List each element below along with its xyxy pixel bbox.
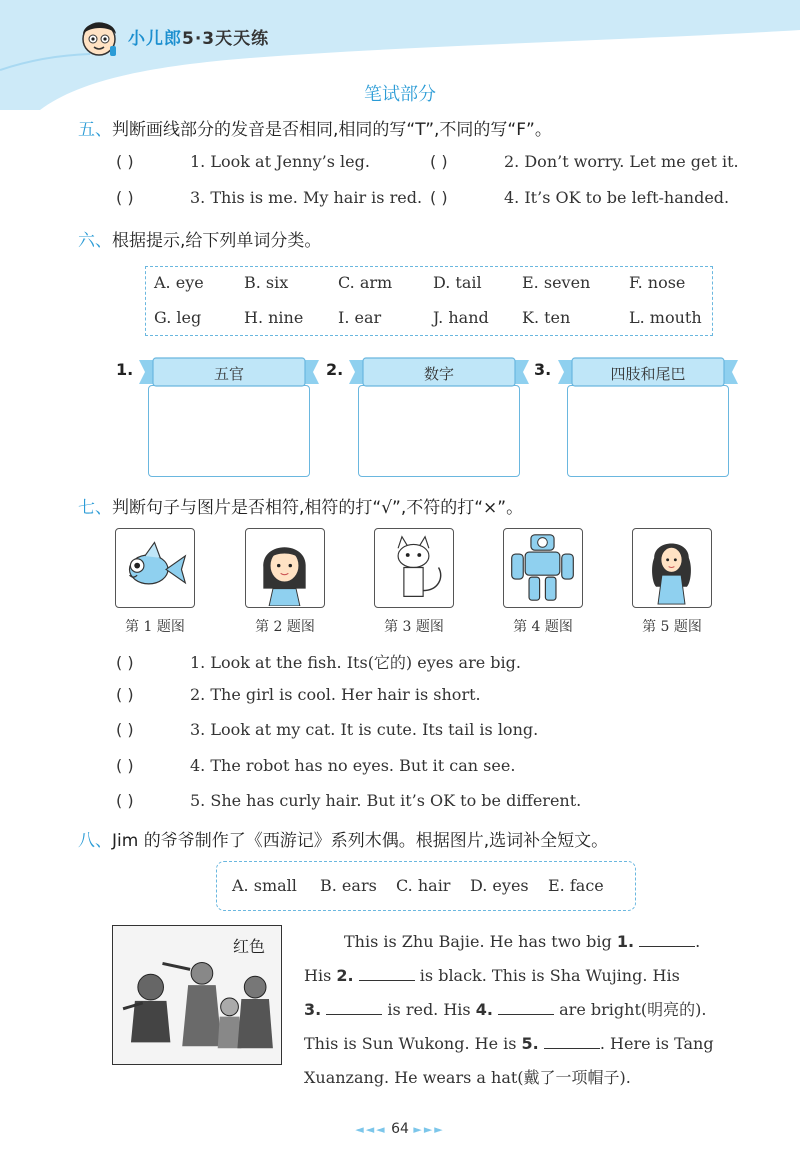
word-item: K. ten bbox=[522, 308, 571, 327]
page-number-value: 64 bbox=[391, 1121, 409, 1137]
blank-line[interactable] bbox=[359, 963, 415, 981]
picture-caption: 第 1 题图 bbox=[125, 619, 185, 635]
q5-item-3 bbox=[116, 188, 422, 207]
robot-icon bbox=[504, 529, 581, 606]
q7-item-text: 5. She has curly hair. But it’s OK to be different. bbox=[190, 791, 582, 810]
story-line bbox=[304, 959, 740, 993]
fish-picture bbox=[115, 528, 195, 608]
robot-picture bbox=[503, 528, 583, 608]
category-label: 数字 bbox=[423, 364, 454, 383]
photo-label: 红色 bbox=[233, 937, 266, 956]
word-item: E. seven bbox=[522, 273, 591, 292]
category-number: 3. bbox=[534, 360, 552, 379]
q5-item-text: 1. Look at Jenny’s leg. bbox=[190, 152, 370, 171]
curly-hair-girl-picture bbox=[632, 528, 712, 608]
q7-item-2 bbox=[116, 685, 481, 704]
q5-heading bbox=[78, 115, 552, 140]
q5-number: 五、 bbox=[78, 120, 112, 140]
option-item: D. eyes bbox=[470, 876, 529, 895]
q5-item-text: 3. This is me. My hair is red. bbox=[190, 188, 423, 207]
word-item: J. hand bbox=[433, 308, 489, 327]
q7-item-text: 3. Look at my cat. It is cute. Its tail is long. bbox=[190, 720, 539, 739]
cat-picture bbox=[374, 528, 454, 608]
puppets-photo bbox=[112, 925, 282, 1065]
q5-item-2 bbox=[430, 152, 739, 171]
blank-line[interactable] bbox=[326, 997, 382, 1015]
blank-number: 5. bbox=[521, 1034, 539, 1053]
answer-paren[interactable]: ( ) bbox=[430, 152, 448, 171]
picture-caption: 第 3 题图 bbox=[384, 619, 444, 635]
mascot-icon bbox=[74, 12, 124, 62]
q5-item-text: 2. Don’t worry. Let me get it. bbox=[504, 152, 739, 171]
fish-icon bbox=[116, 529, 193, 606]
curly-hair-girl-icon bbox=[633, 529, 710, 606]
answer-paren[interactable]: ( ) bbox=[116, 756, 134, 775]
q5-title: 判断画线部分的发音是否相同,相同的写“T”,不同的写“F”。 bbox=[112, 120, 552, 140]
word-item: B. six bbox=[244, 273, 289, 292]
word-item: F. nose bbox=[629, 273, 686, 292]
q7-title: 判断句子与图片是否相符,相符的打“√”,不符的打“×”。 bbox=[112, 498, 524, 518]
story-passage bbox=[304, 925, 740, 1095]
q7-item-5 bbox=[116, 791, 581, 810]
category-box-1[interactable] bbox=[148, 385, 310, 477]
q5-item-4 bbox=[430, 188, 729, 207]
blank-number: 3. bbox=[304, 1000, 322, 1019]
q7-heading bbox=[78, 493, 523, 518]
story-line bbox=[304, 993, 740, 1027]
q7-item-4 bbox=[116, 756, 515, 775]
q7-item-3 bbox=[116, 720, 538, 739]
q7-item-text: 4. The robot has no eyes. But it can see. bbox=[190, 756, 516, 775]
right-arrows-icon: ►►► bbox=[413, 1123, 445, 1136]
answer-paren[interactable]: ( ) bbox=[116, 152, 134, 171]
word-item: D. tail bbox=[433, 273, 482, 292]
picture-caption: 第 4 题图 bbox=[513, 619, 573, 635]
word-item: I. ear bbox=[338, 308, 382, 327]
word-bank bbox=[145, 266, 713, 336]
girl-icon bbox=[246, 529, 323, 606]
q8-heading bbox=[78, 826, 608, 851]
word-item: H. nine bbox=[244, 308, 304, 327]
word-item: G. leg bbox=[154, 308, 202, 327]
category-label: 五官 bbox=[213, 364, 244, 383]
q5-item-1 bbox=[116, 152, 370, 171]
q7-item-text: 1. Look at the fish. Its(它的) eyes are big. bbox=[190, 653, 521, 672]
option-item: E. face bbox=[548, 876, 604, 895]
option-item: A. small bbox=[232, 876, 297, 895]
q6-heading bbox=[78, 226, 321, 251]
category-label: 四肢和尾巴 bbox=[610, 364, 686, 383]
option-item: C. hair bbox=[396, 876, 451, 895]
section-title: 笔试部分 bbox=[364, 84, 436, 105]
q7-item-1 bbox=[116, 650, 521, 673]
answer-paren[interactable]: ( ) bbox=[116, 188, 134, 207]
page-number bbox=[0, 1121, 800, 1137]
blank-line[interactable] bbox=[639, 929, 695, 947]
answer-paren[interactable]: ( ) bbox=[430, 188, 448, 207]
story-text: are bright(明亮的). bbox=[559, 1000, 707, 1019]
story-text: is red. His bbox=[387, 1000, 471, 1019]
brand-title bbox=[128, 24, 269, 49]
story-text: His bbox=[304, 966, 332, 985]
story-text: is black. This is Sha Wujing. His bbox=[419, 966, 680, 985]
word-item: C. arm bbox=[338, 273, 393, 292]
option-item: B. ears bbox=[320, 876, 377, 895]
q6-title: 根据提示,给下列单词分类。 bbox=[112, 231, 322, 251]
q8-number: 八、 bbox=[78, 831, 112, 851]
blank-number: 1. bbox=[616, 932, 635, 951]
story-text: Xuanzang. He wears a hat(戴了一项帽子). bbox=[304, 1068, 631, 1087]
category-number: 1. bbox=[116, 360, 134, 379]
q5-item-text: 4. It’s OK to be left-handed. bbox=[504, 188, 730, 207]
word-item: A. eye bbox=[154, 273, 204, 292]
brand-series: 5·3天天练 bbox=[182, 29, 270, 49]
story-text: . Here is Tang bbox=[599, 1034, 714, 1053]
story-line bbox=[304, 1061, 740, 1095]
cat-icon bbox=[375, 529, 452, 606]
answer-paren[interactable]: ( ) bbox=[116, 685, 134, 704]
q6-number: 六、 bbox=[78, 231, 112, 251]
answer-paren[interactable]: ( ) bbox=[116, 720, 134, 739]
category-box-3[interactable] bbox=[567, 385, 729, 477]
blank-line[interactable] bbox=[498, 997, 554, 1015]
blank-line[interactable] bbox=[544, 1031, 600, 1049]
q7-number: 七、 bbox=[78, 498, 112, 518]
story-text: This is Sun Wukong. He is bbox=[304, 1034, 517, 1053]
picture-caption: 第 5 题图 bbox=[642, 619, 702, 635]
girl-picture bbox=[245, 528, 325, 608]
brand-name: 小儿郎 bbox=[128, 29, 182, 49]
category-number: 2. bbox=[326, 360, 344, 379]
left-arrows-icon: ◄◄◄ bbox=[355, 1123, 387, 1136]
story-line bbox=[304, 1027, 740, 1061]
blank-number: 2. bbox=[336, 966, 354, 985]
blank-number: 4. bbox=[475, 1000, 493, 1019]
word-item: L. mouth bbox=[629, 308, 702, 327]
q7-item-text: 2. The girl is cool. Her hair is short. bbox=[190, 685, 481, 704]
category-box-2[interactable] bbox=[358, 385, 520, 477]
answer-paren[interactable]: ( ) bbox=[116, 791, 134, 810]
story-line: This is Zhu Bajie. He has two big 1. . bbox=[304, 925, 740, 959]
picture-caption: 第 2 题图 bbox=[255, 619, 315, 635]
answer-paren[interactable]: ( ) bbox=[116, 653, 134, 672]
q8-title: Jim 的爷爷制作了《西游记》系列木偶。根据图片,选词补全短文。 bbox=[112, 831, 609, 851]
story-text: This is Zhu Bajie. He has two big bbox=[344, 932, 612, 951]
